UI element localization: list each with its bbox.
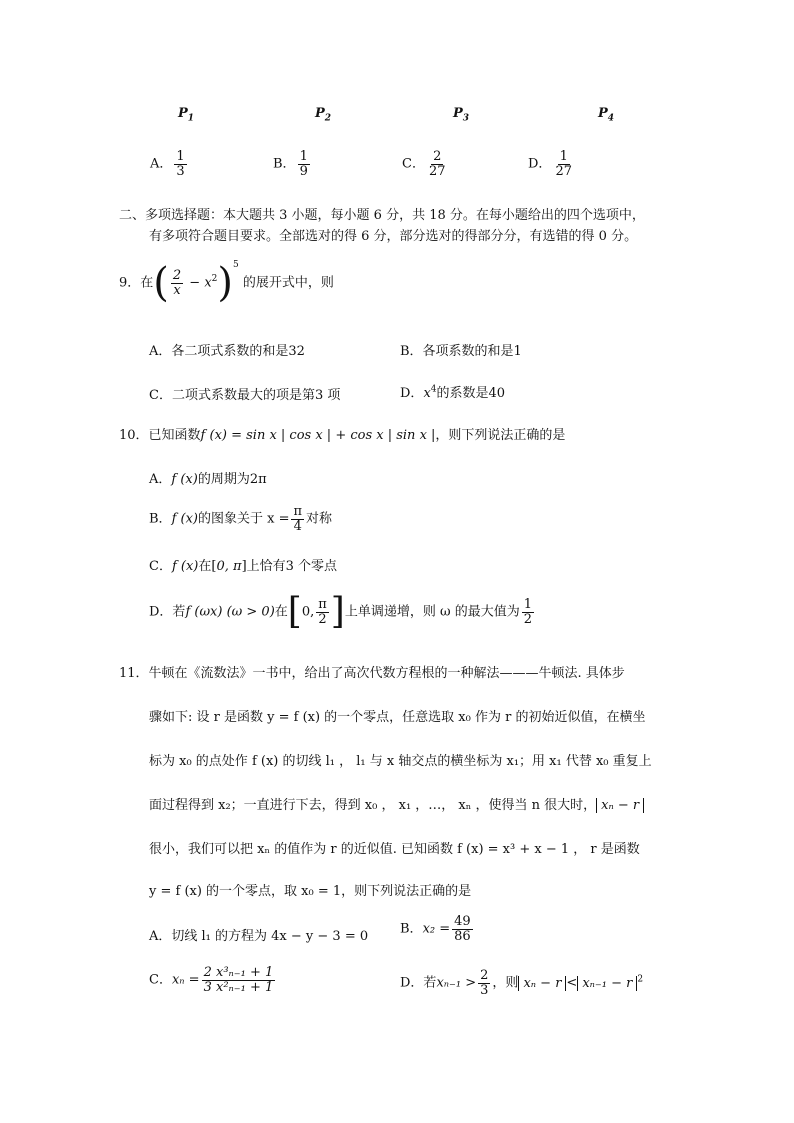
q11-option-c: C．xₙ = $\frac{\text{2 x³ₙ₋₁ + 1}}{\text{3 x²ₙ₋₁ + 1}}$ xyxy=(149,965,274,995)
q9-stem: 9．在( $\frac{2}{x}$ − $x^2)^5$ 的展开式中，则 xyxy=(119,260,334,306)
q8-option-a: A． $\frac{1}{3}$ xyxy=(150,149,185,179)
q9-option-c: C．二项式系数最大的项是第3 项 xyxy=(149,388,341,403)
point-label-p4: $P_4$ xyxy=(598,106,615,124)
q11-line1: 11．牛顿在《流数法》一书中，给出了高次代数方程根的一种解法———牛顿法. 具体步 xyxy=(119,666,625,681)
point-label-p2: $P_2$ xyxy=(315,106,332,124)
section-header-line1: 二、多项选择题：本大题共 3 小题，每小题 6 分，共 18 分。在每小题给出的四个选项中， xyxy=(119,208,645,223)
q11-line3: 标为 x₀ 的点处作 f (x) 的切线 l₁ ， l₁ 与 x 轴交点的横坐标为 x₁；用 x₁ 代替 x₀ 重复上 xyxy=(149,754,652,769)
q11-line2: 骤如下: 设 r 是函数 y = f (x) 的一个零点，任意选取 x₀ 作为 r 的初始近似值，在横坐 xyxy=(149,710,646,725)
q11-line5: 很小，我们可以把 xₙ 的值作为 r 的近似值. 已知函数 f (x) = x³ + x − 1 ， r 是函数 xyxy=(149,842,640,857)
q10-option-a: A．f (x)的周期为2π xyxy=(149,472,267,487)
q9-option-b: B．各项系数的和是1 xyxy=(400,344,522,359)
q8-option-d: D． $\frac{1}{27}$ xyxy=(528,149,572,179)
q11-option-a: A．切线 l₁ 的方程为 4x − y − 3 = 0 xyxy=(149,929,369,944)
q11-line6: y = f (x) 的一个零点，取 x₀ = 1，则下列说法正确的是 xyxy=(149,884,472,899)
q11-line4: 面过程得到 x₂；一直进行下去，得到 x₀ ， x₁ ，…， xₙ ，使得当 n 很大时， xₙ − r xyxy=(149,794,644,813)
q8-option-b: B． $\frac{1}{9}$ xyxy=(273,149,308,179)
q11-option-b: B．x₂ = $\frac{49}{86}$ xyxy=(400,914,471,944)
q9-option-a: A．各二项式系数的和是32 xyxy=(149,344,305,359)
q9-option-d: D．$x^4$的系数是40 xyxy=(400,384,506,401)
q8-option-c: C． $\frac{2}{27}$ xyxy=(402,149,446,179)
q10-option-d: D．若f (ωx) (ω > 0)在[0, $\frac{\pi}{2}$ ]上单调递增，则 ω 的最大值为 $\frac{1}{2}$ xyxy=(149,591,532,632)
q10-option-c: C．f (x)在[0, π]上恰有3 个零点 xyxy=(149,559,338,574)
q10-stem: 10．已知函数f (x) = sin x | cos x | + cos x | sin x |，则下列说法正确的是 xyxy=(119,428,566,443)
point-label-p1: $P_1$ xyxy=(178,106,195,124)
q11-option-d: D．若xₙ₋₁ > $\frac{2}{3}$ ，则 xₙ − r < xₙ₋₁ − r $^2$ xyxy=(400,968,644,998)
q10-option-b: B．f (x)的图象关于 x = $\frac{\pi}{4}$ 对称 xyxy=(149,504,333,534)
section-header-line2: 有多项符合题目要求。全部选对的得 6 分，部分选对的得部分分，有选错的得 0 分。 xyxy=(149,229,638,244)
point-label-p3: $P_3$ xyxy=(453,106,470,124)
